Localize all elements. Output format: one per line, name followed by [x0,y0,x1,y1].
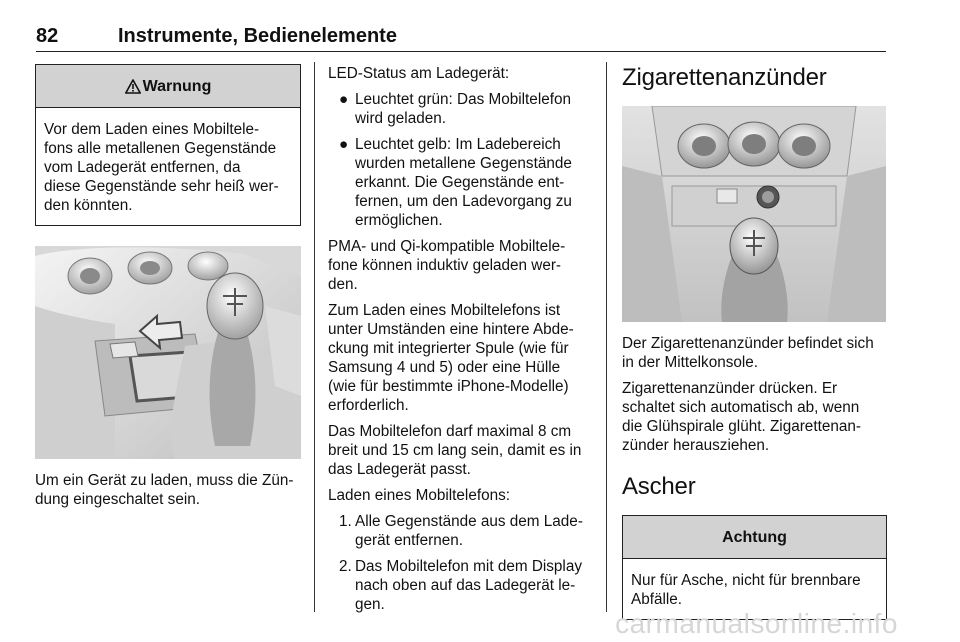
text-line: erforderlich. [328,397,409,414]
caution-title: Achtung [722,528,787,546]
column-divider [606,62,607,612]
text-line: fone können induktiv geladen wer- [328,257,562,274]
text-line: Zum Laden eines Mobiltelefons ist [328,302,561,319]
text-line: wurden metallene Gegenstände [355,155,572,172]
list-item [328,557,592,614]
text-line: gerät entfernen. [355,532,464,549]
text-line: die Glühspirale glüht. Zigarettenan- [622,418,861,435]
text-line: Nur für Asche, nicht für brennbare [631,572,861,589]
text-line: Leuchtet gelb: Im Ladebereich [355,136,561,153]
text-line: breit und 15 cm lang sein, damit es in [328,442,582,459]
page-header [0,0,960,52]
paragraph [622,379,887,455]
paragraph [328,301,592,415]
header-rule [36,51,886,52]
wireless-charging-tray-illustration [35,246,301,459]
paragraph [622,334,887,372]
page-number: 82 [36,25,59,47]
text-line: PMA- und Qi-kompatible Mobiltele- [328,238,566,255]
text-line: gen. [355,596,385,613]
text-line: fons alle metallenen Gegenstände [44,140,277,157]
text-line: Vor dem Laden eines Mobiltele- [44,121,260,138]
text-line: erkannt. Die Gegenstände ent- [355,174,565,191]
bullet-icon: ● [339,136,349,153]
warning-box [35,64,301,226]
text-line: Der Zigarettenanzünder befindet sich [622,335,874,352]
text-line: Das Mobiltelefon darf maximal 8 cm [328,423,572,440]
text-line: Um ein Gerät zu laden, muss die Zün- [35,472,294,489]
led-status-heading: LED-Status am Ladegerät: [328,65,510,82]
warning-title: Warnung [142,77,212,95]
list-item [328,135,592,230]
text-line: vom Ladegerät entfernen, da [44,159,241,176]
text-line: in der Mittelkonsole. [622,354,759,371]
text-line: zünder herausziehen. [622,437,770,454]
bullet-icon: ● [339,91,349,108]
warning-box-header [36,65,300,108]
column-2 [328,64,592,621]
led-status-list [328,90,592,230]
list-item [328,90,592,128]
text-line: diese Gegenstände sehr heiß wer- [44,178,279,195]
paragraph [328,237,592,294]
text-line: unter Umständen eine hintere Abde- [328,321,574,338]
cigarette-lighter-illustration [622,106,886,322]
text-line: wird geladen. [355,110,446,127]
column-1 [35,64,301,516]
text-line: Zigarettenanzünder drücken. Er [622,380,838,397]
step-number: 2. [339,558,352,575]
text-line: Abfälle. [631,591,683,608]
warning-triangle-icon [125,79,141,94]
caution-box [622,515,887,620]
text-line: den könnten. [44,197,133,214]
chapter-title: Instrumente, Bedienelemente [118,25,397,47]
text-line: fernen, um den Ladevorgang zu [355,193,572,210]
text-line: Leuchtet grün: Das Mobiltelefon [355,91,571,108]
warning-text [36,108,300,225]
cigarette-lighter-figure [622,106,886,322]
text-line: Alle Gegenstände aus dem Lade- [355,513,583,530]
list-item [328,512,592,550]
paragraph [328,422,592,479]
steps-heading: Laden eines Mobiltelefons: [328,487,510,504]
text-line: Samsung 4 und 5) oder eine Hülle [328,359,561,376]
text-line: dung eingeschaltet sein. [35,491,200,508]
column-divider [314,62,315,612]
wireless-charger-figure [35,246,301,459]
text-line: Das Mobiltelefon mit dem Display [355,558,582,575]
figure-caption [35,471,301,509]
caution-box-header [623,516,886,559]
section-heading-cigarette-lighter: Zigarettenanzünder [622,64,827,91]
step-number: 1. [339,513,352,530]
text-line: nach oben auf das Ladegerät le- [355,577,576,594]
text-line: (wie für bestimmte iPhone-Modelle) [328,378,569,395]
text-line: den. [328,276,358,293]
watermark: carmanualsonline.info [615,608,898,639]
text-line: schaltet sich automatisch ab, wenn [622,399,860,416]
text-line: ermöglichen. [355,212,443,229]
column-3 [622,64,887,620]
charging-steps-list [328,512,592,614]
text-line: das Ladegerät passt. [328,461,471,478]
section-heading-ashtray: Ascher [622,473,696,500]
text-line: ckung mit integrierter Spule (wie für [328,340,569,357]
